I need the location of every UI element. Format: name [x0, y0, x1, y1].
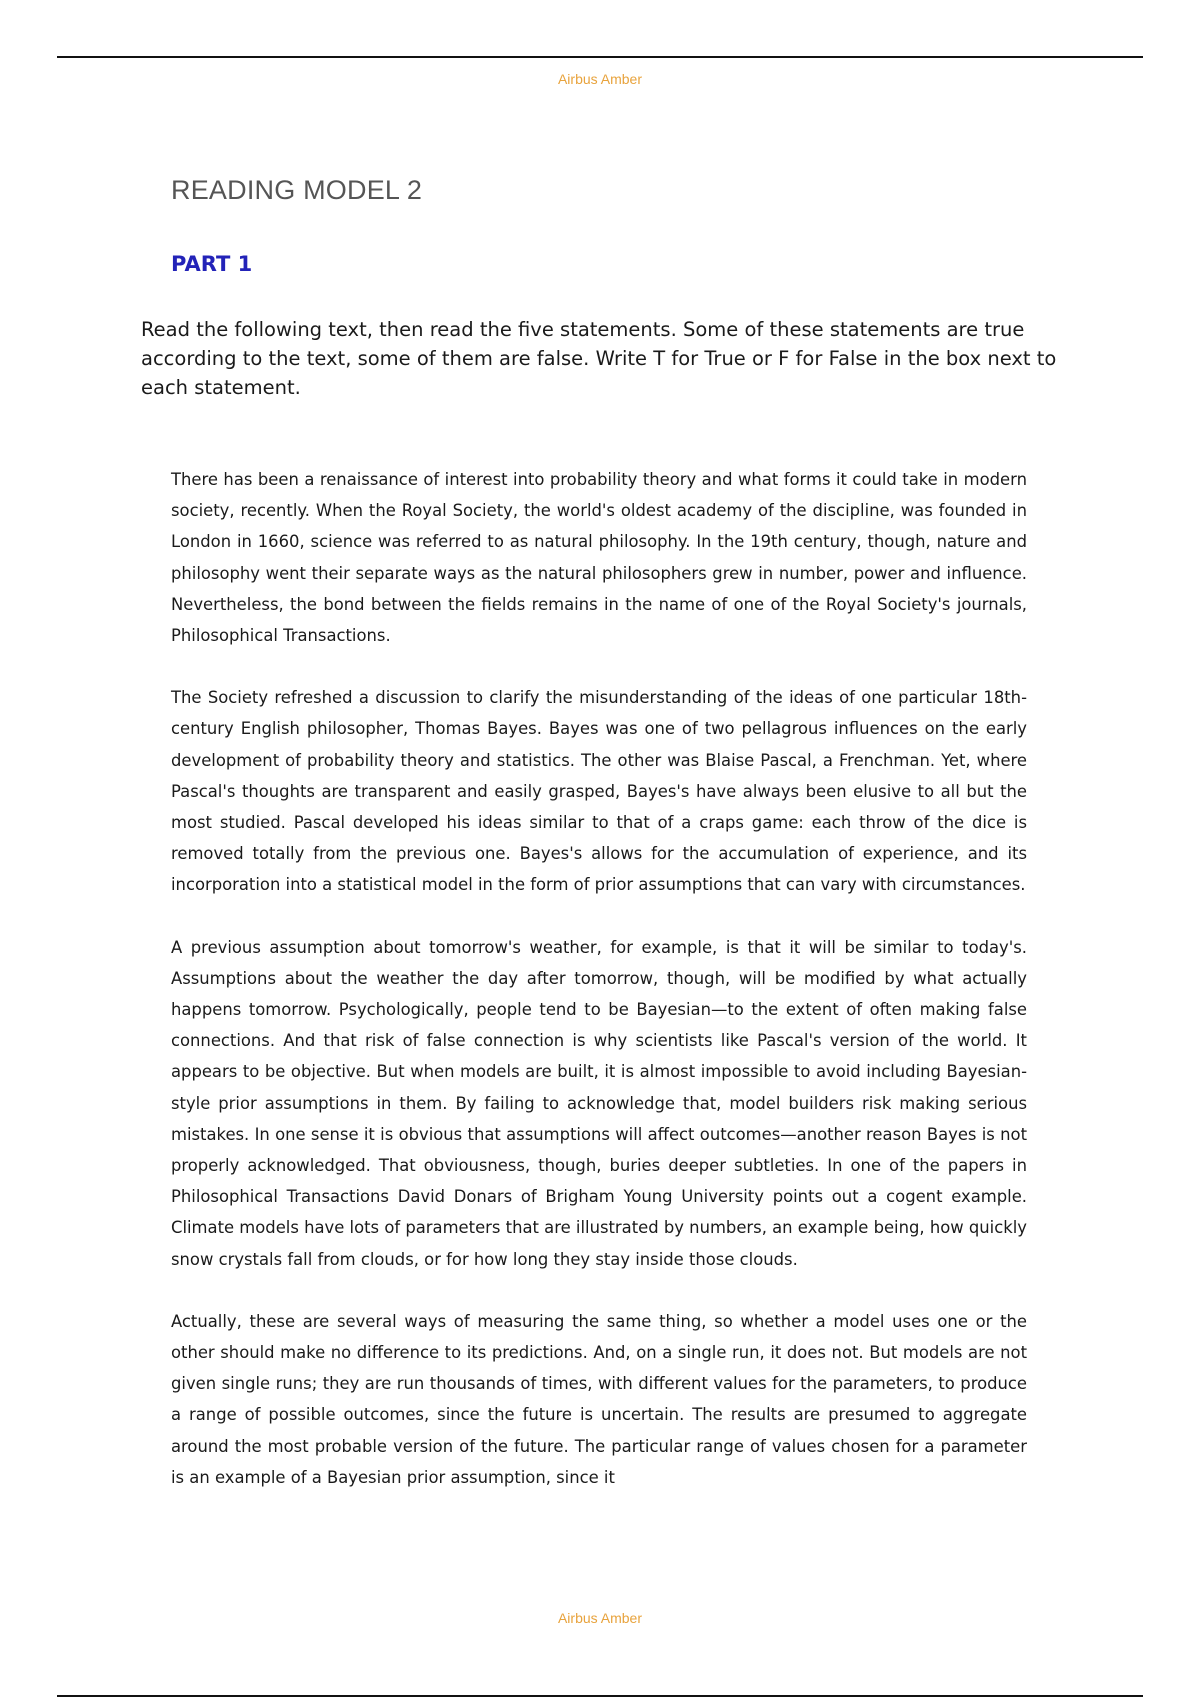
- passage-paragraph-3: A previous assumption about tomorrow's weather, for example, is that it will be similar to today's. Assumptions about the weather the day after tomorrow, though, will be modified by what actually happens tomorrow. Psychologically, people tend to be Bayesian—to the extent of often making false connections. And that risk of false connection is why scientists like Pascal's version of the world. It appears to be objective. But when models are built, it is almost impossible to avoid including Bayesian-style prior assumptions in them. By failing to acknowledge that, model builders risk making serious mistakes. In one sense it is obvious that assumptions will affect outcomes—another reason Bayes is not properly acknowledged. That obviousness, though, buries deeper subtleties. In one of the papers in Philosophical Transactions David Donars of Brigham Young University points out a cogent example. Climate models have lots of parameters that are illustrated by numbers, an example being, how quickly snow crystals fall from clouds, or for how long they stay inside those clouds.: [171, 937, 1027, 1269]
- footer-rule: [57, 1695, 1143, 1697]
- instructions-text: Read the following text, then read the five statements. Some of these statements are true according to the text, some of them are false. Write T for True or F for False in the box next to each statement.: [141, 318, 1057, 399]
- reading-passage: [171, 464, 1027, 1524]
- header-classification-label: Airbus Amber: [557, 71, 643, 87]
- passage-paragraph-1: There has been a renaissance of interest into probability theory and what forms it could take in modern society, recently. When the Royal Society, the world's oldest academy of the discipline, was founded in London in 1660, science was referred to as natural philosophy. In the 19th century, though, nature and philosophy went their separate ways as the natural philosophers grew in number, power and influence. Nevertheless, the bond between the fields remains in the name of one of the Royal Society's journals, Philosophical Transactions.: [171, 470, 1027, 646]
- passage-paragraph-4: Actually, these are several ways of measuring the same thing, so whether a model uses one or the other should make no difference to its predictions. And, on a single run, it does not. But models are not given single runs; they are run thousands of times, with different values for the parameters, to produce a range of possible outcomes, since the future is uncertain. The results are presumed to aggregate around the most probable version of the future. The particular range of values chosen for a parameter is an example of a Bayesian prior assumption, since it: [171, 1311, 1027, 1487]
- passage-paragraph-2: The Society refreshed a discussion to clarify the misunderstanding of the ideas of one particular 18th-century English philosopher, Thomas Bayes. Bayes was one of two pellagrous influences on the early development of probability theory and statistics. The other was Blaise Pascal, a Frenchman. Yet, where Pascal's thoughts are transparent and easily grasped, Bayes's have always been elusive to all but the most studied. Pascal developed his ideas similar to that of a craps game: each throw of the dice is removed totally from the previous one. Bayes's allows for the accumulation of experience, and its incorporation into a statistical model in the form of prior assumptions that can vary with circumstances.: [171, 688, 1027, 895]
- part-heading: PART 1: [171, 252, 253, 276]
- header-rule: [57, 56, 1143, 58]
- footer-classification-label: Airbus Amber: [557, 1610, 643, 1626]
- document-title: READING MODEL 2: [171, 175, 423, 205]
